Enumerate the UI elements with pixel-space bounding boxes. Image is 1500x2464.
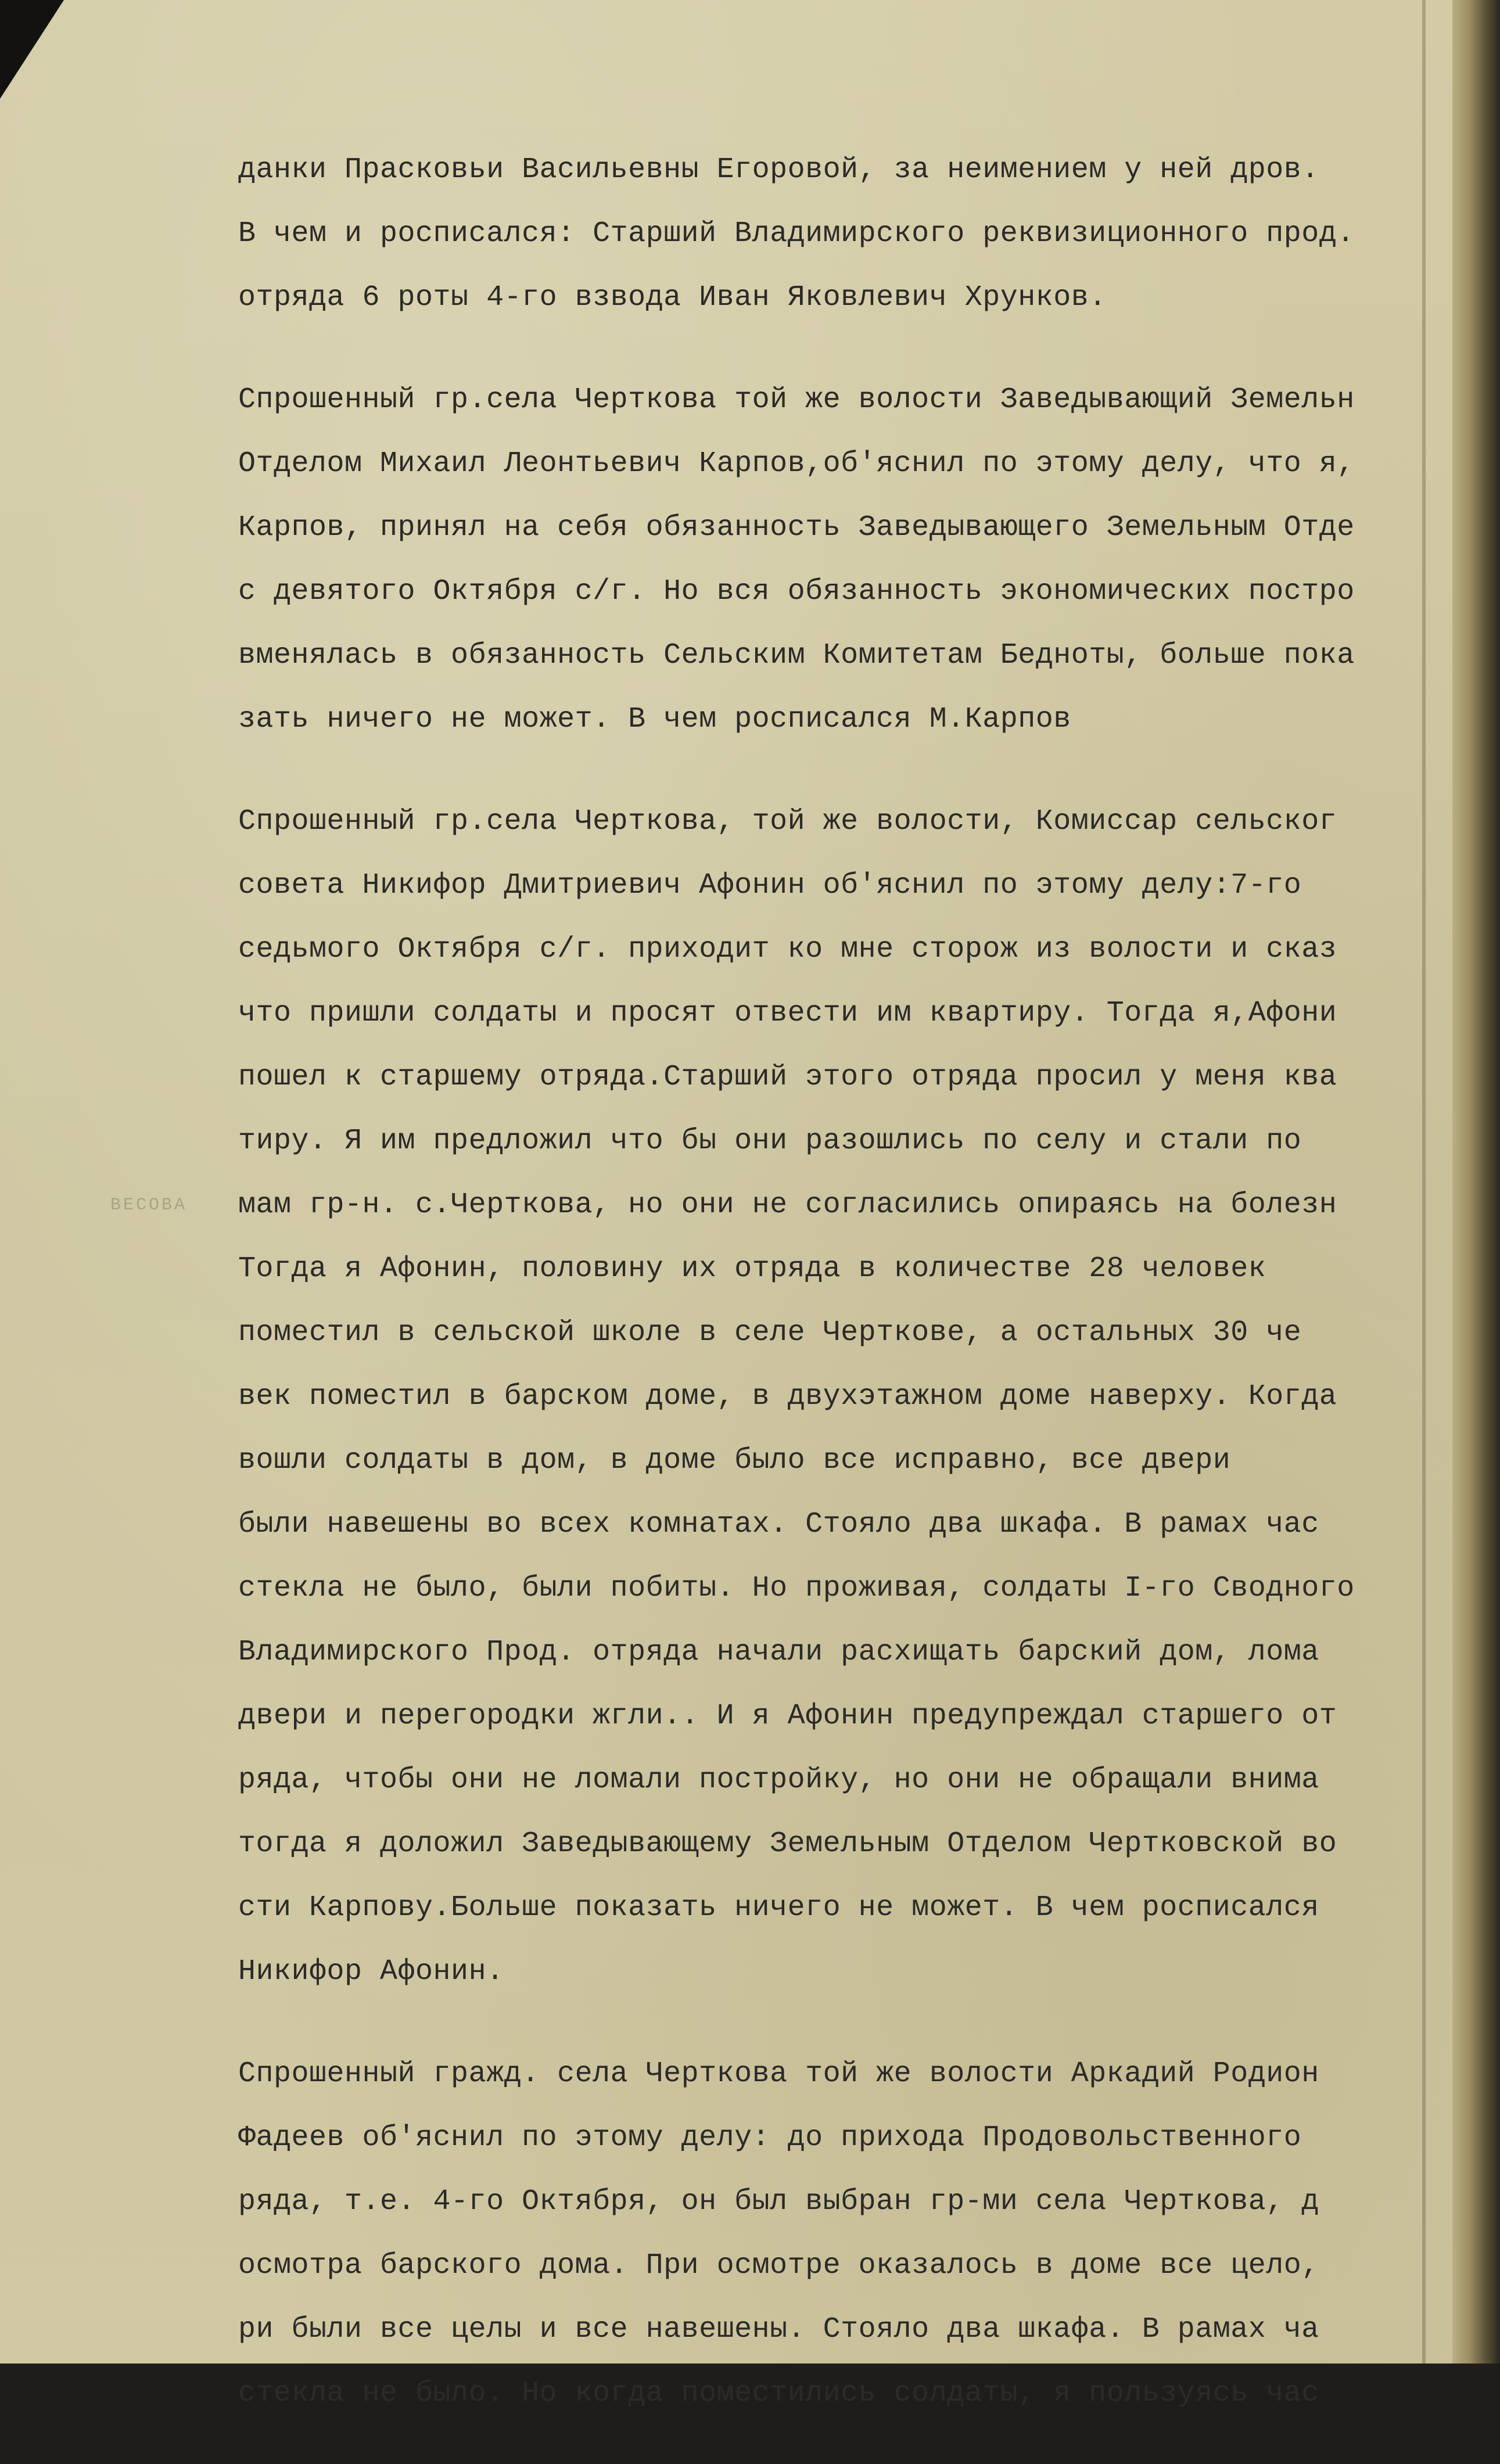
text-line: что пришли солдаты и просят отвести им квартиру. Тогда я,Афони [238,997,1337,1030]
paragraph [238,138,1429,330]
text-line: данки Прасковьи Васильевны Егоровой, за неимением у ней дров. [238,153,1319,186]
text-line: поместил в сельской школе в селе Черткове, а остальных 30 че [238,1316,1302,1349]
text-line: двери и перегородки жгли.. И я Афонин предупреждал старшего от [238,1700,1337,1733]
text-line: тиру. Я им предложил что бы они разошлись по селу и стали по [238,1125,1302,1158]
margin-note: ВЕСОВА [110,1195,188,1215]
text-line: тогда я доложил Заведывающему Земельным Отделом Чертковской во [238,1827,1337,1860]
paragraph [238,2042,1429,2426]
text-line: осмотра барского дома. При осмотре оказалось в доме все цело, [238,2249,1319,2282]
text-line: ряда, чтобы они не ломали постройку, но они не обращали внима [238,1763,1319,1797]
text-line: В чем и росписался: Старший Владимирского реквизиционного прод. [238,217,1355,250]
text-line: стекла не было. Но когда поместились солдаты, я пользуясь час [238,2377,1319,2410]
text-line: Спрошенный гражд. села Черткова той же волости Аркадий Родион [238,2057,1319,2091]
text-line: Спрошенный гр.села Черткова, той же волости, Комиссар сельског [238,805,1337,838]
text-line: Владимирского Прод. отряда начали расхищать барский дом, лома [238,1636,1319,1669]
text-line: Никифор Афонин. [238,1955,504,1988]
text-line: ряда, т.е. 4-го Октября, он был выбран гр-ми села Черткова, д [238,2185,1319,2218]
text-line: сти Карпову.Больше показать ничего не может. В чем росписался [238,1891,1319,1924]
text-line: Тогда я Афонин, половину их отряда в количестве 28 человек [238,1252,1266,1285]
text-line: седьмого Октября с/г. приходит ко мне сторож из волости и сказ [238,933,1337,966]
text-line: отряда 6 роты 4-го взвода Иван Яковлевич Хрунков. [238,281,1107,314]
text-line: ри были все целы и все навешены. Стояло два шкафа. В рамах ча [238,2313,1319,2346]
paragraph [238,790,1429,2004]
text-line: Спрошенный гр.села Черткова той же волости Заведывающий Земельн [238,383,1355,416]
text-line: Отделом Михаил Леонтьевич Карпов,об'яснил по этому делу, что я, [238,447,1355,480]
text-line: с девятого Октября с/г. Но вся обязанность экономических постро [238,575,1355,608]
text-line: Карпов, принял на себя обязанность Заведывающего Земельным Отде [238,511,1355,544]
typed-text-body [238,138,1429,2464]
text-line: Фадеев об'яснил по этому делу: до прихода Продовольственного [238,2121,1302,2154]
text-line: были навешены во всех комнатах. Стояло два шкафа. В рамах час [238,1508,1319,1541]
text-line: совета Никифор Дмитриевич Афонин об'яснил по этому делу:7-го [238,869,1302,902]
paragraph [238,368,1429,752]
page-edge [1452,0,1500,2364]
text-line: мам гр-н. с.Черткова, но они не согласились опираясь на болезн [238,1188,1337,1222]
torn-corner [0,0,64,99]
text-line: пошел к старшему отряда.Старший этого отряда просил у меня ква [238,1061,1337,1094]
text-line: стекла не было, были побиты. Но проживая, солдаты I-го Сводного [238,1572,1355,1605]
text-line: вошли солдаты в дом, в доме было все исправно, все двери [238,1444,1231,1477]
text-line: вменялась в обязанность Сельским Комитетам Бедноты, больше пока [238,639,1355,672]
text-line: век поместил в барском доме, в двухэтажном доме наверху. Когда [238,1380,1337,1413]
text-line: зать ничего не может. В чем росписался М.Карпов [238,703,1071,736]
